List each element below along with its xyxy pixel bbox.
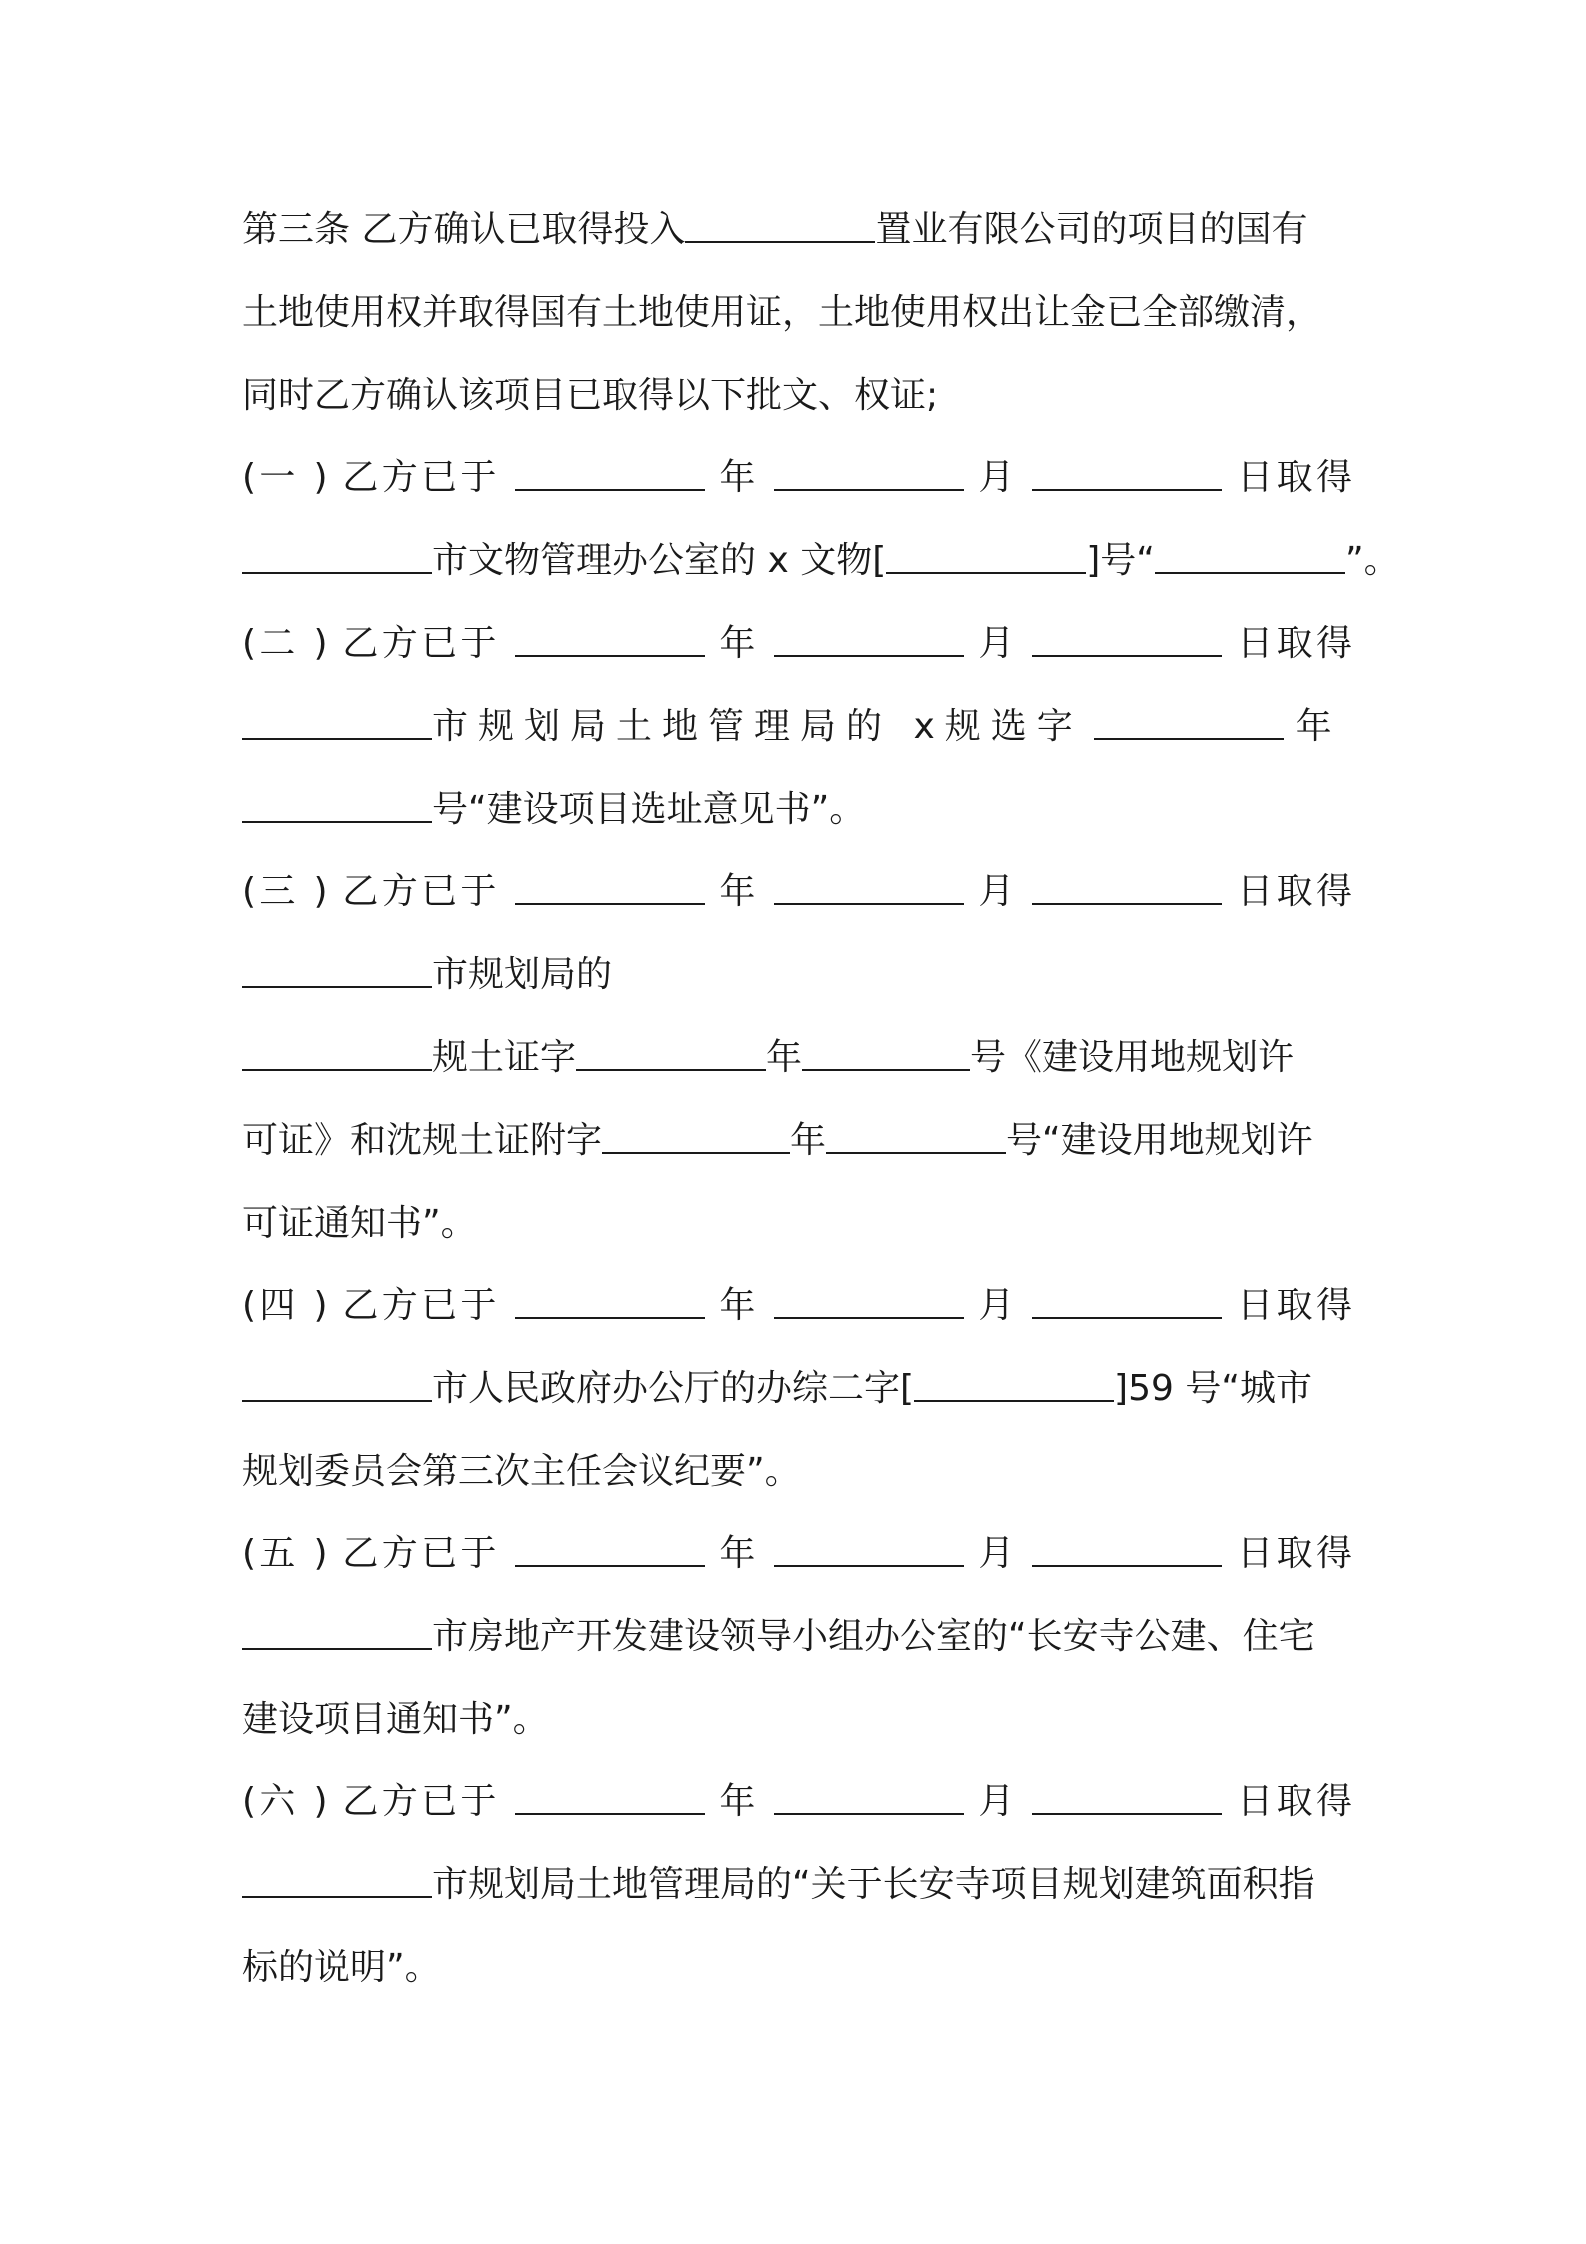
item-6-line-2 [242, 1855, 1352, 1915]
text-segment: 月 [978, 1285, 1018, 1326]
article-line-1 [242, 200, 1352, 260]
blank-field [242, 783, 432, 823]
article-text: 同时乙方确认该项目已取得以下批文、权证; [242, 375, 939, 416]
blank-field [242, 1858, 432, 1898]
blank-field [1032, 1527, 1222, 1567]
blank-field [826, 1114, 1006, 1154]
blank-field [1032, 617, 1222, 657]
blank-field [1032, 865, 1222, 905]
item-5-line-2 [242, 1607, 1352, 1667]
text-segment: 市房地产开发建设领导小组办公室的“长安寺公建、住宅 [432, 1616, 1315, 1657]
text-segment: 年 [719, 623, 759, 664]
item-2-line-3 [242, 780, 1352, 840]
text-segment: 乙方已于 [342, 457, 500, 498]
text-segment: 日取得 [1237, 1285, 1352, 1326]
text-segment: 市规划局土地管理局的 x规选字 [432, 706, 1083, 747]
text-segment: 年 [719, 1533, 759, 1574]
blank-field [685, 203, 875, 243]
text-segment: 可证》和沈规土证附字 [242, 1120, 603, 1161]
text-segment: 月 [978, 871, 1018, 912]
item-4-line-3 [242, 1442, 1352, 1502]
blank-field [515, 1775, 705, 1815]
blank-field [576, 1031, 766, 1071]
text-segment: ]59 号“城市 [1114, 1368, 1312, 1409]
blank-field [515, 1279, 705, 1319]
text-segment: 市文物管理办公室的 x 文物[ [432, 540, 887, 581]
text-segment: (二 ) [242, 623, 328, 664]
blank-field [774, 451, 964, 491]
text-segment: 年 [719, 1781, 759, 1822]
article-line-2 [242, 283, 1352, 343]
text-segment: 日取得 [1237, 871, 1352, 912]
blank-field [886, 534, 1086, 574]
text-segment: 乙方已于 [342, 1781, 500, 1822]
item-5-line-3 [242, 1690, 1352, 1750]
article-text: 置业有限公司的项目的国有 [875, 209, 1308, 250]
blank-field [774, 865, 964, 905]
item-4-date-line [242, 1276, 1352, 1336]
blank-field [1032, 451, 1222, 491]
blank-field [774, 1775, 964, 1815]
item-2-line-2 [242, 697, 1352, 757]
text-segment: 年 [1295, 706, 1332, 747]
text-segment: 日取得 [1237, 457, 1352, 498]
article-text: 第三条 乙方确认已取得投入 [242, 209, 686, 250]
blank-field [774, 1279, 964, 1319]
text-segment: 乙方已于 [342, 1285, 500, 1326]
item-3-line-2 [242, 945, 1352, 1005]
text-segment: (一 ) [242, 457, 328, 498]
blank-field [242, 1362, 432, 1402]
text-segment: 月 [978, 457, 1018, 498]
item-5-date-line [242, 1524, 1352, 1584]
blank-field [242, 1610, 432, 1650]
blank-field [602, 1114, 790, 1154]
item-3-line-3 [242, 1028, 1352, 1088]
blank-field [242, 948, 432, 988]
item-3-date-line [242, 862, 1352, 922]
item-4-line-2 [242, 1359, 1352, 1419]
blank-field [515, 865, 705, 905]
text-segment: (六 ) [242, 1781, 328, 1822]
text-segment: 号“建设用地规划许 [1006, 1120, 1313, 1161]
text-segment: 年 [719, 457, 759, 498]
text-segment: 可证通知书”。 [242, 1203, 477, 1244]
text-segment: 年 [790, 1120, 827, 1161]
text-segment: 规划委员会第三次主任会议纪要”。 [242, 1451, 801, 1492]
text-segment: 市规划局土地管理局的“关于长安寺项目规划建筑面积指 [432, 1864, 1315, 1905]
text-segment: 月 [978, 623, 1018, 664]
text-segment: (五 ) [242, 1533, 328, 1574]
text-segment: 标的说明”。 [242, 1947, 441, 1988]
article-text: 土地使用权并取得国有土地使用证，土地使用权出让金已全部缴清， [242, 292, 1323, 333]
text-segment: 乙方已于 [342, 1533, 500, 1574]
text-segment: 乙方已于 [342, 871, 500, 912]
text-segment: 年 [719, 871, 759, 912]
text-segment: 月 [978, 1781, 1018, 1822]
blank-field [242, 1031, 432, 1071]
text-segment: 规土证字 [432, 1037, 577, 1078]
text-segment: 年 [719, 1285, 759, 1326]
text-segment: 日取得 [1237, 1781, 1352, 1822]
text-segment: 年 [766, 1037, 803, 1078]
blank-field [515, 1527, 705, 1567]
item-1-line-2 [242, 531, 1400, 591]
blank-field [914, 1362, 1114, 1402]
blank-field [242, 700, 432, 740]
blank-field [1155, 534, 1345, 574]
text-segment: (四 ) [242, 1285, 328, 1326]
blank-field [1094, 700, 1284, 740]
blank-field [774, 1527, 964, 1567]
blank-field [242, 534, 432, 574]
blank-field [515, 617, 705, 657]
item-2-date-line [242, 614, 1352, 674]
text-segment: ”。 [1344, 540, 1400, 581]
blank-field [774, 617, 964, 657]
article-line-3 [242, 366, 1352, 426]
blank-field [802, 1031, 970, 1071]
text-segment: 日取得 [1237, 1533, 1352, 1574]
text-segment: 月 [978, 1533, 1018, 1574]
text-segment: (三 ) [242, 871, 328, 912]
item-3-line-4 [242, 1111, 1352, 1171]
text-segment: 乙方已于 [342, 623, 500, 664]
text-segment: 市人民政府办公厅的办综二字[ [432, 1368, 915, 1409]
blank-field [1032, 1775, 1222, 1815]
item-1-date-line [242, 448, 1352, 508]
text-segment: 号“建设项目选址意见书”。 [432, 789, 866, 830]
item-6-line-3 [242, 1938, 1352, 1998]
item-6-date-line [242, 1772, 1352, 1832]
text-segment: 号《建设用地规划许 [970, 1037, 1295, 1078]
text-segment: 日取得 [1237, 623, 1352, 664]
text-segment: 建设项目通知书”。 [242, 1699, 549, 1740]
text-segment: 市规划局的 [432, 954, 613, 995]
blank-field [1032, 1279, 1222, 1319]
blank-field [515, 451, 705, 491]
text-segment: ]号“ [1086, 540, 1155, 581]
item-3-line-5 [242, 1194, 1352, 1254]
